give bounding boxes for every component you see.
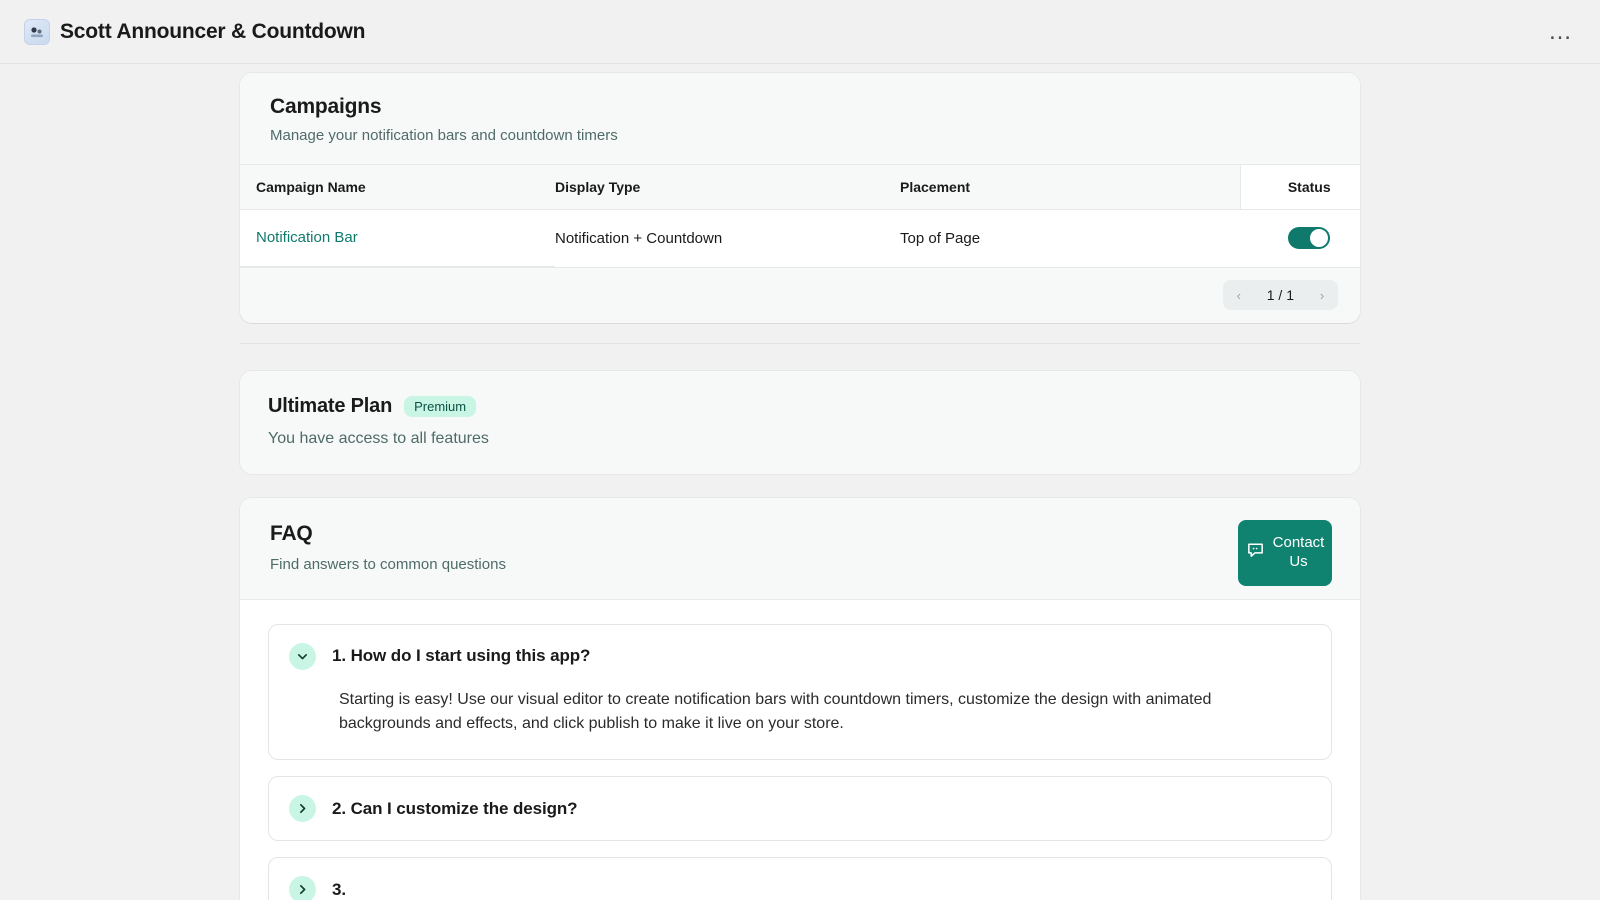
column-header-campaign-name: Campaign Name <box>240 165 555 210</box>
campaign-display-type: Notification + Countdown <box>555 210 900 267</box>
chevron-left-icon: ‹ <box>1236 287 1241 303</box>
faq-item-1 <box>268 624 1332 761</box>
campaign-name-text[interactable]: Notification Bar <box>256 229 358 247</box>
plan-card <box>240 371 1360 474</box>
faq-item-3 <box>268 857 1332 900</box>
column-header-status: Status <box>1240 165 1360 210</box>
plan-subtitle: You have access to all features <box>268 429 489 447</box>
faq-question-text-2: 2. Can I customize the design? <box>332 798 578 818</box>
page-title: Scott Announcer & Countdown <box>60 19 366 43</box>
faq-subtitle: Find answers to common questions <box>270 555 506 573</box>
faq-answer-text-1: Starting is easy! Use our visual editor to create notification bars with countdown timers, customize the design with animated backgrounds and effects, and click publish to make it live on your store. <box>339 690 1212 733</box>
chevron-right-icon: › <box>1319 287 1325 303</box>
pagination-label: 1 / 1 <box>1255 280 1306 310</box>
chat-bubble-icon <box>1246 540 1265 565</box>
more-options-icon[interactable]: … <box>1548 17 1574 45</box>
campaign-name-link[interactable] <box>240 210 555 267</box>
app-logo-icon <box>24 19 50 45</box>
section-divider <box>240 343 1360 344</box>
table-row <box>240 210 1360 267</box>
page-scroll-area <box>0 64 1600 900</box>
table-header-row <box>240 165 1360 210</box>
faq-question-toggle-3[interactable] <box>269 858 1331 900</box>
pagination-next-button[interactable] <box>1306 280 1338 310</box>
campaigns-card-header <box>240 73 1360 164</box>
faq-title: FAQ <box>270 521 313 545</box>
column-header-placement: Placement <box>900 165 1240 210</box>
column-header-display-type: Display Type <box>555 165 900 210</box>
faq-question-toggle-1[interactable] <box>269 625 1331 688</box>
chevron-right-icon[interactable] <box>289 795 316 822</box>
campaigns-card <box>240 73 1360 323</box>
content-column <box>240 64 1360 900</box>
faq-item-2 <box>268 776 1332 841</box>
pagination <box>240 267 1360 323</box>
chevron-down-icon[interactable] <box>289 643 316 670</box>
plan-title: Ultimate Plan <box>268 394 393 417</box>
chevron-right-icon[interactable] <box>289 876 316 900</box>
campaigns-table <box>240 164 1360 267</box>
campaigns-title: Campaigns <box>270 95 382 118</box>
faq-card <box>240 498 1360 900</box>
campaign-status-cell <box>1240 210 1360 267</box>
status-toggle[interactable] <box>1288 227 1330 249</box>
status-toggle-knob <box>1310 229 1328 247</box>
plan-title-row <box>268 395 1332 418</box>
faq-question-text-1: 1. How do I start using this app? <box>332 646 591 665</box>
campaigns-subtitle: Manage your notification bars and countdown timers <box>270 127 618 144</box>
faq-question-text-3: 3. <box>332 879 346 899</box>
faq-question-toggle-2[interactable] <box>269 777 1331 840</box>
status-badge: Premium <box>404 396 476 417</box>
app-topbar <box>0 0 1600 64</box>
faq-list <box>240 600 1360 900</box>
pagination-prev-button[interactable] <box>1223 280 1255 310</box>
contact-us-button[interactable] <box>1238 520 1332 586</box>
faq-header <box>240 498 1360 600</box>
contact-us-label: Contact Us <box>1272 533 1325 570</box>
campaign-placement: Top of Page <box>900 210 1240 267</box>
